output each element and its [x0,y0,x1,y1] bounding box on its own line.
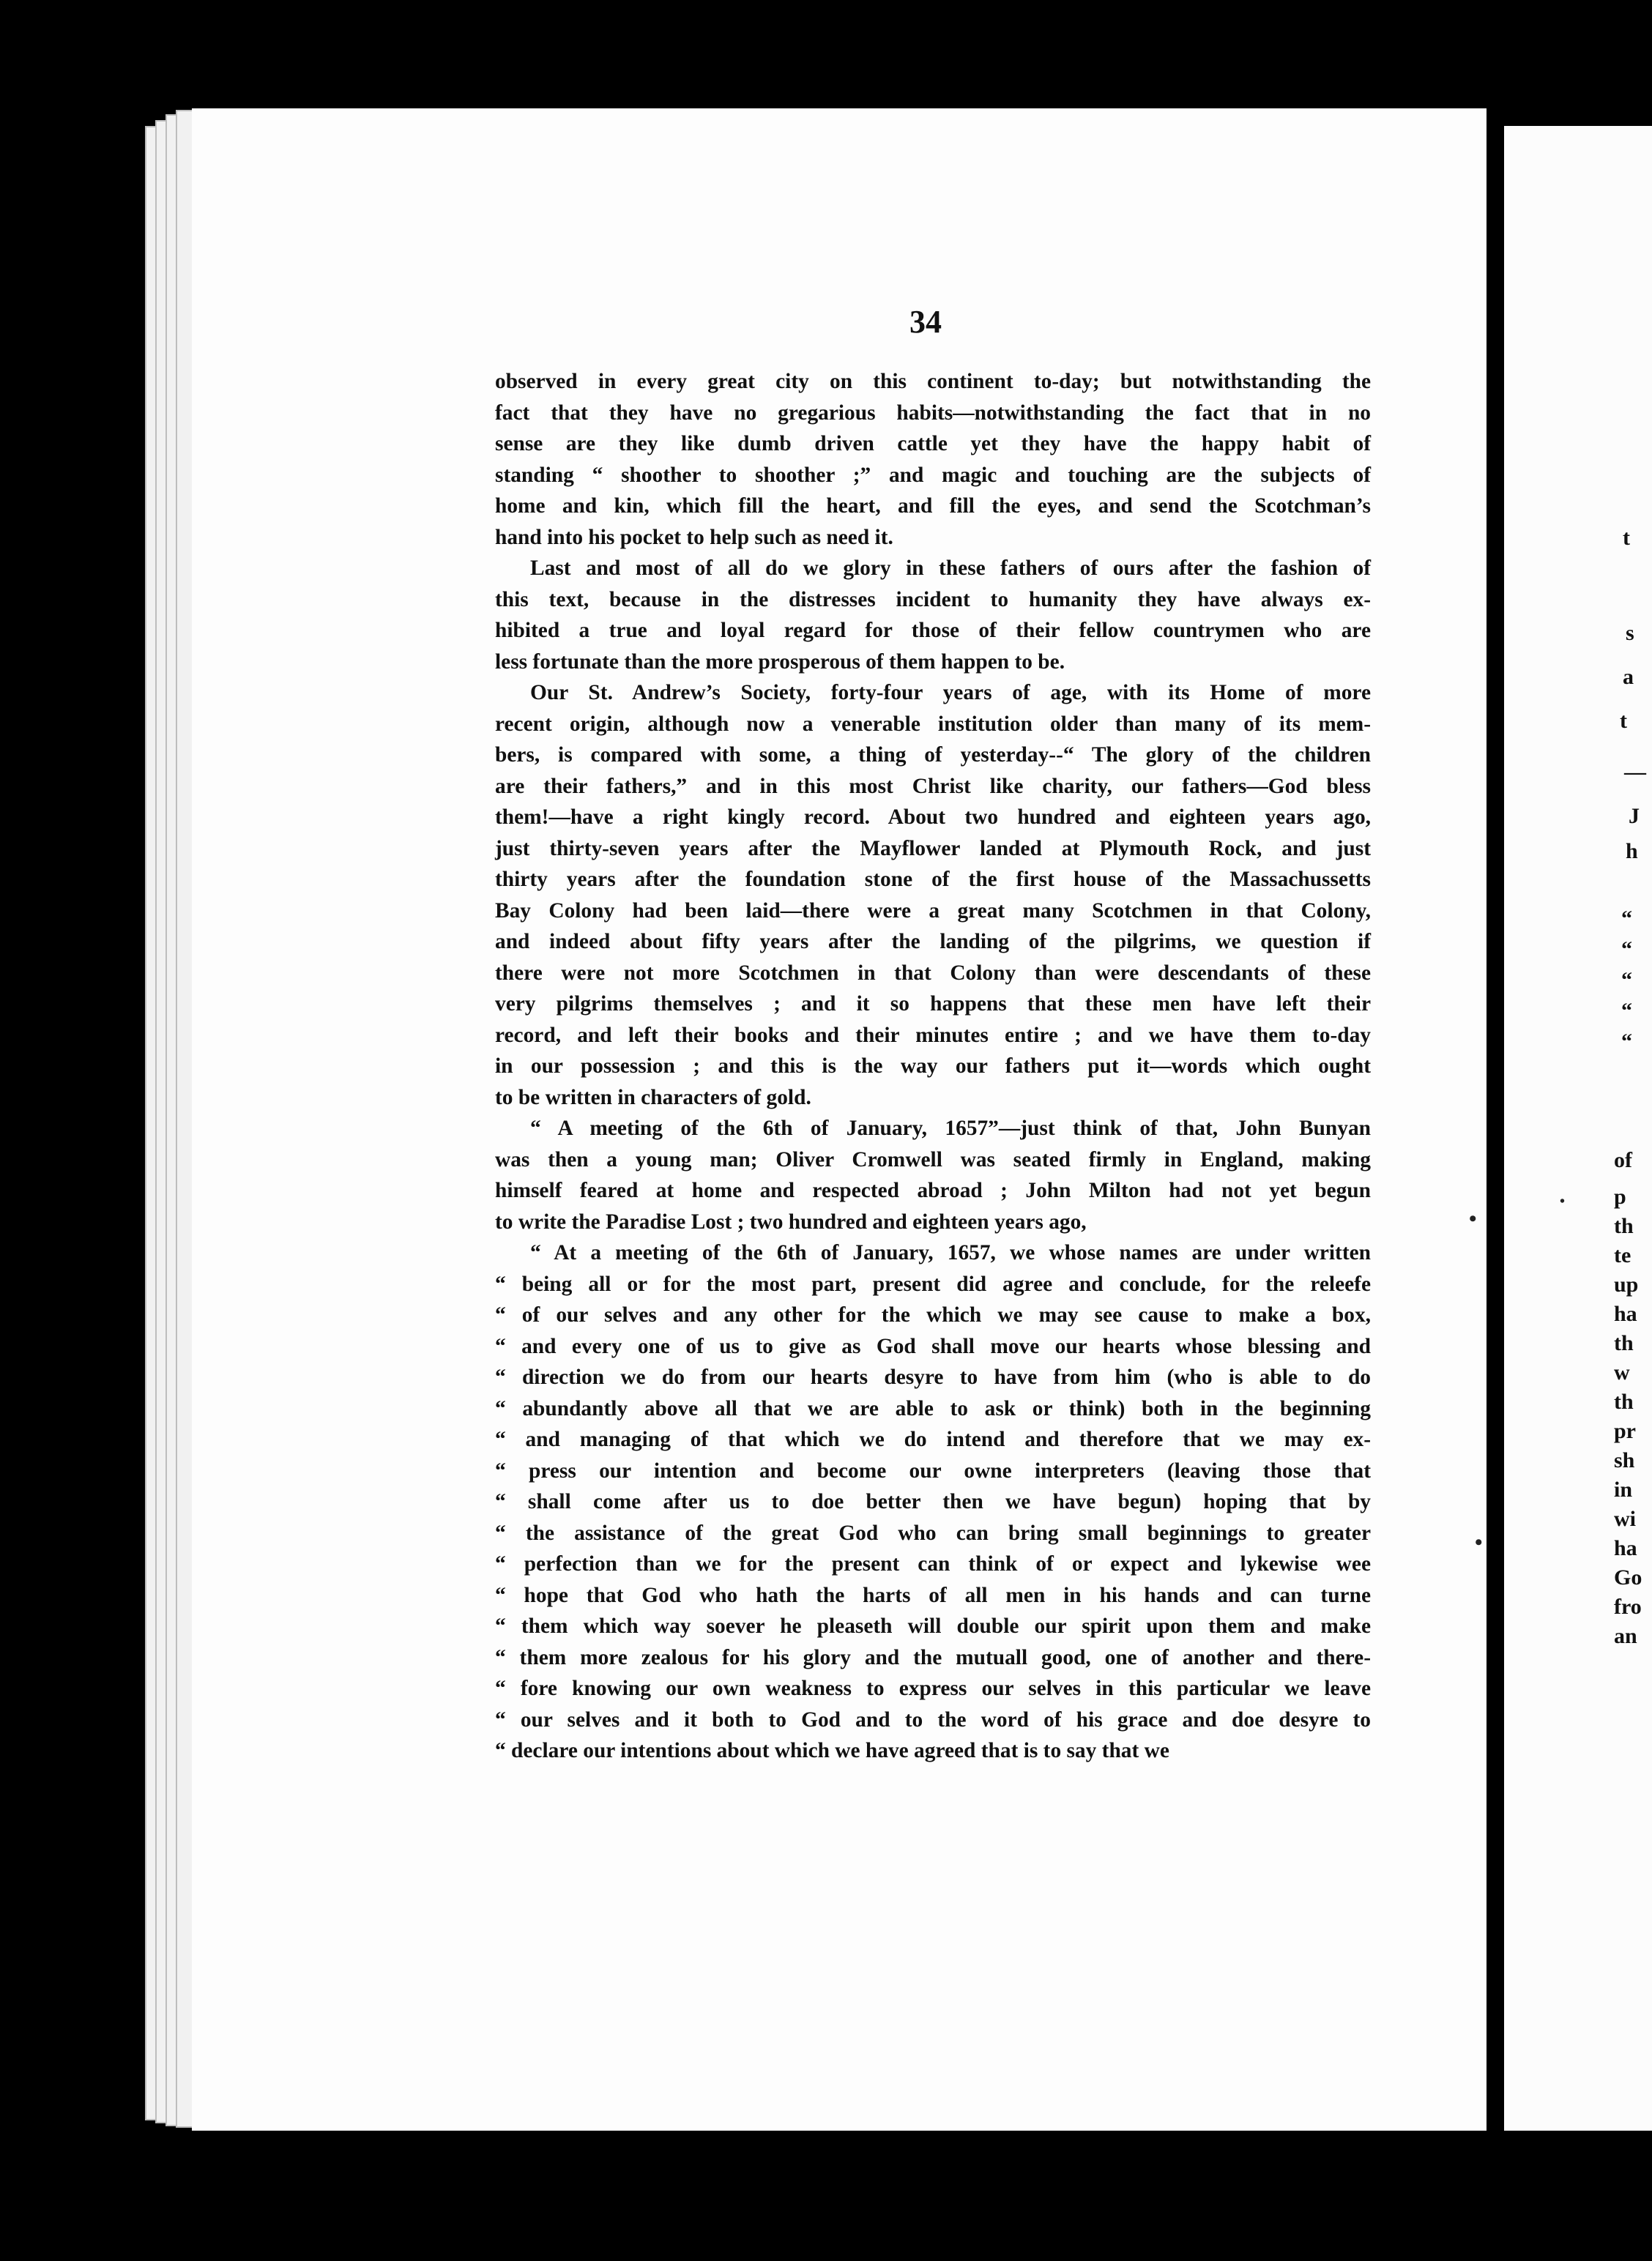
facing-page-fragment: J [1629,804,1640,828]
text-line: “ the assistance of the great God who can bring small beginnings to greater [495,1521,1371,1545]
facing-page-fragment: s [1626,621,1634,645]
facing-page-fragment: “ [1621,968,1632,992]
facing-page-fragment: h [1626,839,1638,863]
paragraph [495,553,1371,677]
facing-page-fragment: ha [1614,1302,1637,1326]
text-line: “ fore knowing our own weakness to express our selves in this particular we leave [495,1677,1371,1700]
page-text [495,366,1371,1767]
text-line: there were not more Scotchmen in that Colony than were descendants of these [495,961,1371,985]
text-line: “ abundantly above all that we are able to ask or think) both in the beginning [495,1396,1371,1420]
text-line: “ A meeting of the 6th of January, 1657”—just think of that, John Bunyan [530,1117,1371,1140]
facing-page-fragment: a [1623,665,1634,689]
text-line: “ and managing of that which we do intend and therefore that we may ex- [495,1428,1371,1451]
text-line: “ At a meeting of the 6th of January, 1657, we whose names are under written [530,1241,1371,1264]
facing-page-fragment: wi [1614,1507,1636,1531]
facing-page-fragment: t [1620,709,1627,733]
text-line: observed in every great city on this continent to-day; but notwithstanding the [495,370,1371,393]
facing-page [1504,126,1652,2131]
facing-page-fragment: of [1614,1148,1632,1172]
facing-page-fragment: in [1614,1478,1633,1502]
text-line: “ them more zealous for his glory and the mutuall good, one of another and there- [495,1645,1371,1669]
facing-page-fragment: “ [1621,999,1632,1023]
margin-mark: • [1475,1530,1483,1554]
text-line: bers, is compared with some, a thing of yesterday--“ The glory of the children [495,743,1371,767]
text-line: to be written in characters of gold. [495,1085,811,1109]
text-line: in our possession ; and this is the way our fathers put it—words which ought [495,1054,1371,1078]
text-line: just thirty-seven years after the Mayflower landed at Plymouth Rock, and just [495,836,1371,860]
text-line: thirty years after the foundation stone of the first house of the Massachussetts [495,868,1371,891]
text-line: fact that they have no gregarious habits—notwithstanding the fact that in no [495,401,1371,425]
facing-page-fragment: th [1614,1214,1634,1238]
text-line: “ direction we do from our hearts desyre to have from him (who is able to do [495,1366,1371,1389]
facing-page-fragment: “ [1621,906,1632,931]
text-line: Bay Colony had been laid—there were a great many Scotchmen in that Colony, [495,898,1371,923]
page-number: 34 [909,304,942,340]
text-line: standing “ shoother to shoother ;” and magic and touching are the subjects of [495,463,1371,487]
text-line: “ shall come after us to doe better then we have begun) hoping that by [495,1490,1371,1513]
paragraph [495,1113,1371,1237]
text-line: them!—have a right kingly record. About two hundred and eighteen years ago, [495,805,1371,829]
text-line: hand into his pocket to help such as need it. [495,525,893,549]
facing-page-fragment: pr [1614,1419,1636,1443]
facing-page-fragment: “ [1621,1029,1632,1054]
text-line: “ of our selves and any other for the which we may see cause to make a box, [495,1303,1371,1327]
paragraph [495,1237,1371,1767]
paragraph [495,366,1371,553]
facing-page-fragment: sh [1614,1448,1635,1472]
text-line: Last and most of all do we glory in these fathers of ours after the fashion of [530,556,1371,580]
facing-page-fragment: w [1614,1360,1630,1385]
text-line: less fortunate than the more prosperous of them happen to be. [495,649,1065,674]
facing-page-fragment: — [1624,760,1646,784]
margin-mark: • [1469,1207,1477,1231]
facing-page-fragment: an [1614,1624,1637,1648]
facing-page-fragment: Go [1614,1565,1642,1590]
facing-page-fragment: up [1614,1273,1639,1297]
paragraph [495,677,1371,1113]
text-line: and indeed about fifty years after the landing of the pilgrims, we question if [495,930,1371,953]
text-line: very pilgrims themselves ; and it so happens that these men have left their [495,992,1371,1016]
text-line: this text, because in the distresses incident to humanity they have always ex- [495,587,1371,611]
text-line: “ press our intention and become our owne interpreters (leaving those that [495,1459,1371,1483]
text-line: “ hope that God who hath the harts of all men in his hands and can turne [495,1583,1371,1607]
facing-page-fragment: t [1623,526,1630,550]
text-line: “ perfection than we for the present can think of or expect and lykewise wee [495,1552,1371,1576]
text-line: himself feared at home and respected abroad ; John Milton had not yet begun [495,1179,1371,1202]
facing-page-fragment: th [1614,1390,1634,1414]
text-line: “ being all or for the most part, present did agree and conclude, for the releefe [495,1272,1371,1296]
facing-page-fragment: p [1614,1185,1626,1209]
facing-page-fragment: th [1614,1331,1634,1355]
text-line: record, and left their books and their minutes entire ; and we have them to-day [495,1023,1371,1047]
facing-page-fragment: te [1614,1243,1631,1267]
text-line: hibited a true and loyal regard for those of their fellow countrymen who are [495,619,1371,642]
text-line: Our St. Andrew’s Society, forty-four years of age, with its Home of more [530,681,1371,704]
facing-page-fragment: “ [1621,937,1632,961]
text-line: “ declare our intentions about which we have agreed that is to say that we [495,1739,1169,1762]
text-line: was then a young man; Oliver Cromwell was seated firmly in England, making [495,1147,1371,1172]
facing-page-fragment: ha [1614,1536,1637,1560]
text-line: “ our selves and it both to God and to the word of his grace and doe desyre to [495,1707,1371,1732]
margin-mark: • [1560,1193,1566,1210]
text-line: “ and every one of us to give as God shall move our hearts whose blessing and [495,1334,1371,1358]
text-line: home and kin, which fill the heart, and fill the eyes, and send the Scotchman’s [495,494,1371,518]
text-line: sense are they like dumb driven cattle yet they have the happy habit of [495,432,1371,455]
text-line: are their fathers,” and in this most Christ like charity, our fathers—God bless [495,774,1371,798]
facing-page-fragment: fro [1614,1595,1642,1619]
text-line: to write the Paradise Lost ; two hundred and eighteen years ago, [495,1210,1087,1234]
text-line: “ them which way soever he pleaseth will double our spirit upon them and make [495,1614,1371,1638]
text-line: recent origin, although now a venerable institution older than many of its mem- [495,712,1371,736]
